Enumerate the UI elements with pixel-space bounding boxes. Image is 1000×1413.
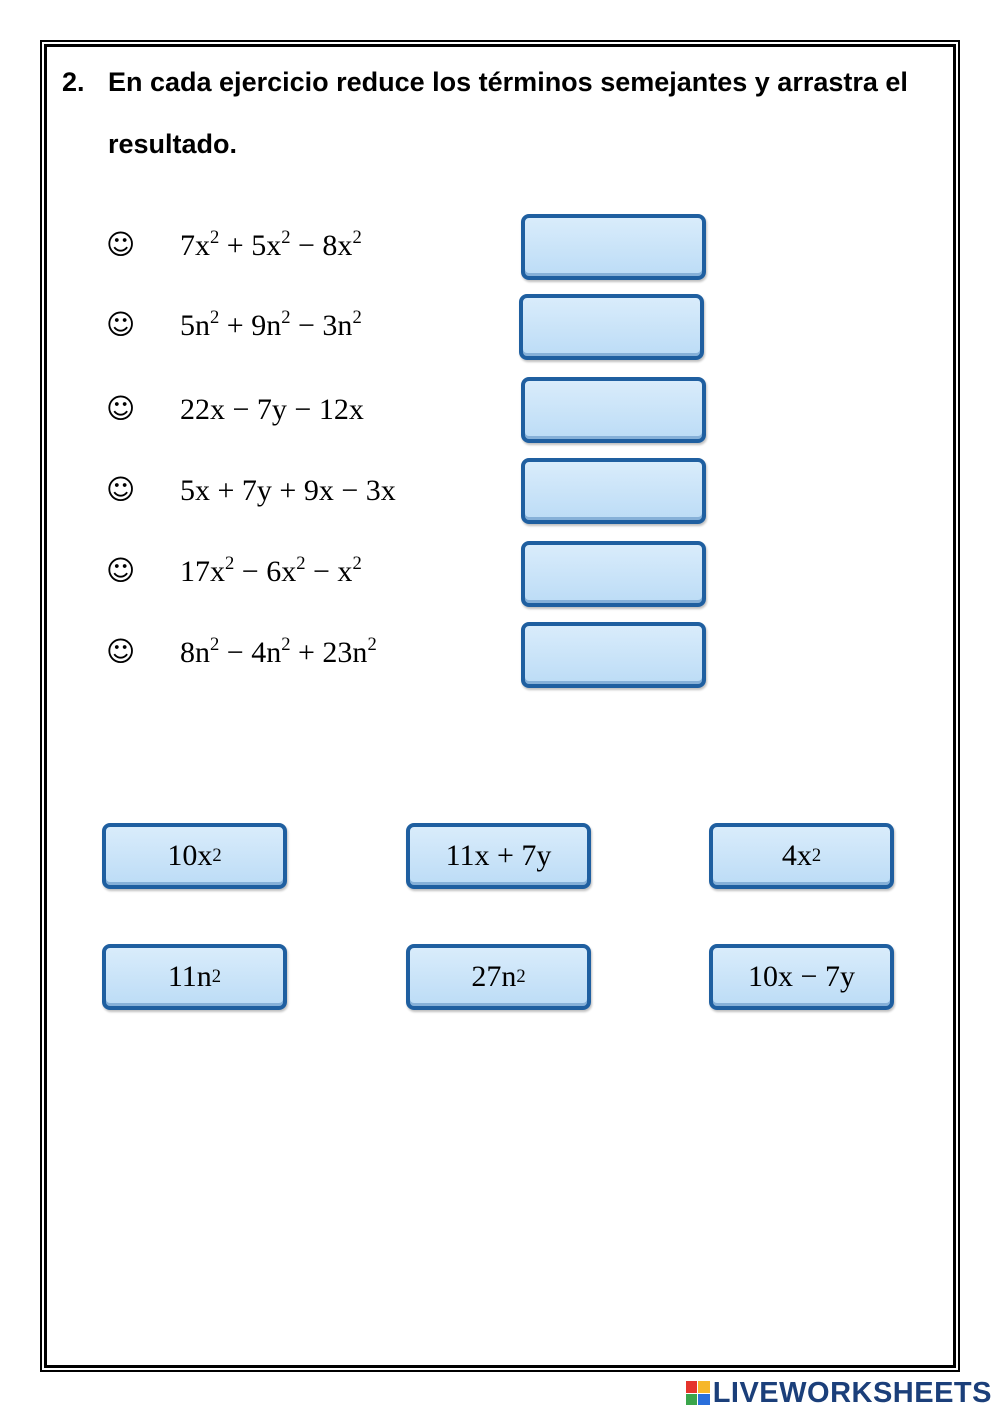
exercise-expression: 22x − 7y − 12x [180,393,364,426]
question-number: 2. [62,67,85,97]
answer-drop-box-6[interactable] [521,622,706,688]
answer-drop-box-4[interactable] [521,458,706,524]
liveworksheets-mark-icon [686,1381,710,1405]
smiley-icon: ☺ [106,308,136,341]
logo-square [698,1394,710,1406]
exercise-row [0,214,1000,280]
brand-name: LIVEWORKSHEETS [712,1376,992,1409]
liveworksheets-logo [686,1376,992,1410]
logo-square [698,1381,710,1393]
answer-tile[interactable]: 4x 2 [709,823,894,889]
answer-drop-box-5[interactable] [521,541,706,607]
smiley-icon: ☺ [106,228,136,261]
answer-drop-box-1[interactable] [521,214,706,280]
exercise-expression: $17x^2 - 6x^2 - x^2$ [180,552,362,588]
answer-drop-box-3[interactable] [521,377,706,443]
exercise-row [0,294,1000,360]
answer-tile[interactable]: 10x 2 [102,823,287,889]
logo-square [686,1381,698,1393]
exercise-row [0,459,1000,525]
exercise-row [0,540,1000,606]
exercise-expression: $8n^2 - 4n^2 + 23n^2$ [180,633,377,669]
smiley-icon: ☺ [106,473,136,506]
answer-tile[interactable]: 11x + 7y [406,823,591,889]
answer-tile[interactable]: 10x − 7y [709,944,894,1010]
question-instruction: En cada ejercicio reduce los términos semejantes y arrastra el resultado. [108,67,908,159]
exercise-row [0,621,1000,687]
exercise-row [0,378,1000,444]
smiley-icon: ☺ [106,635,136,668]
logo-square [686,1394,698,1406]
exercise-expression: $5n^2 + 9n^2 - 3n^2$ [180,306,362,342]
smiley-icon: ☺ [106,392,136,425]
smiley-icon: ☺ [106,554,136,587]
answer-tile[interactable]: 11n 2 [102,944,287,1010]
answer-tile[interactable]: 27n 2 [406,944,591,1010]
exercise-expression: 5x + 7y + 9x − 3x [180,474,396,507]
exercise-expression: $7x^2 + 5x^2 - 8x^2$ [180,226,362,262]
answer-drop-box-2[interactable] [519,294,704,360]
